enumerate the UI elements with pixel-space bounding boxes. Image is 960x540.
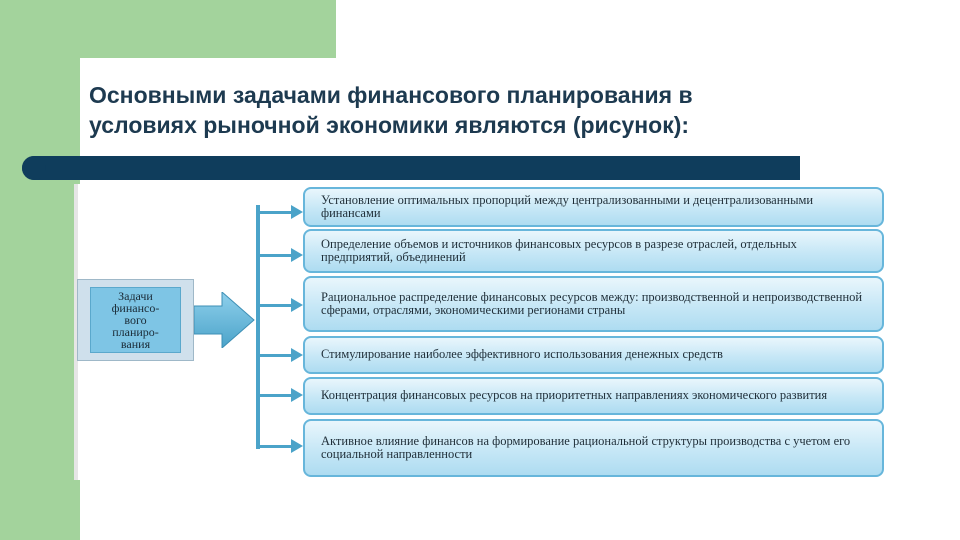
arrow-head-icon: [291, 439, 303, 453]
connector-branch-5: [260, 394, 292, 397]
source-node-label: Задачи финансо- вого планиро- вания: [90, 287, 181, 353]
connector-branch-4: [260, 354, 292, 357]
task-text-5: Концентрация финансовых ресурсов на приоритетных направлениях экономического развития: [321, 388, 828, 403]
block-arrow-icon: [194, 292, 256, 348]
arrow-head-icon: [291, 348, 303, 362]
arrow-head-icon: [291, 248, 303, 262]
connector-branch-3: [260, 304, 292, 307]
connector-branch-2: [260, 254, 292, 257]
arrow-head-icon: [291, 205, 303, 219]
task-text-6: Активное влияние финансов на формирование рациональной структуры производства с учетом его социальной направленности: [321, 433, 851, 461]
task-text-3: Рациональное распределение финансовых ресурсов между: производственной и непроизводственной сферами, отраслями, экономическими регионами страны: [321, 289, 863, 317]
slide-title: [89, 80, 869, 140]
connector-branch-1: [260, 211, 292, 214]
task-text-4: Стимулирование наиболее эффективного использования денежных средств: [321, 347, 723, 362]
connector-trunk: [256, 205, 260, 449]
title-divider: [22, 156, 800, 180]
task-box-3: [303, 276, 884, 332]
task-text-2: Определение объемов и источников финансовых ресурсов в разрезе отраслей, отдельных предприятий, объединений: [321, 236, 797, 264]
slide-title-line-1: Основными задачами финансового планирования в: [89, 82, 693, 108]
task-box-4: [303, 336, 884, 374]
task-box-6: [303, 419, 884, 477]
slide-title-line-2: условиях рыночной экономики являются (рисунок):: [89, 112, 690, 138]
arrow-head-icon: [291, 298, 303, 312]
accent-bar-left: [0, 0, 80, 540]
title-divider-cap: [22, 156, 46, 180]
connector-branch-6: [260, 445, 292, 448]
source-node: [77, 279, 194, 361]
task-box-1: [303, 187, 884, 227]
task-box-5: [303, 377, 884, 415]
arrow-head-icon: [291, 388, 303, 402]
task-box-2: [303, 229, 884, 273]
task-text-1: Установление оптимальных пропорций между централизованными и децентрализованными финансами: [321, 192, 814, 220]
